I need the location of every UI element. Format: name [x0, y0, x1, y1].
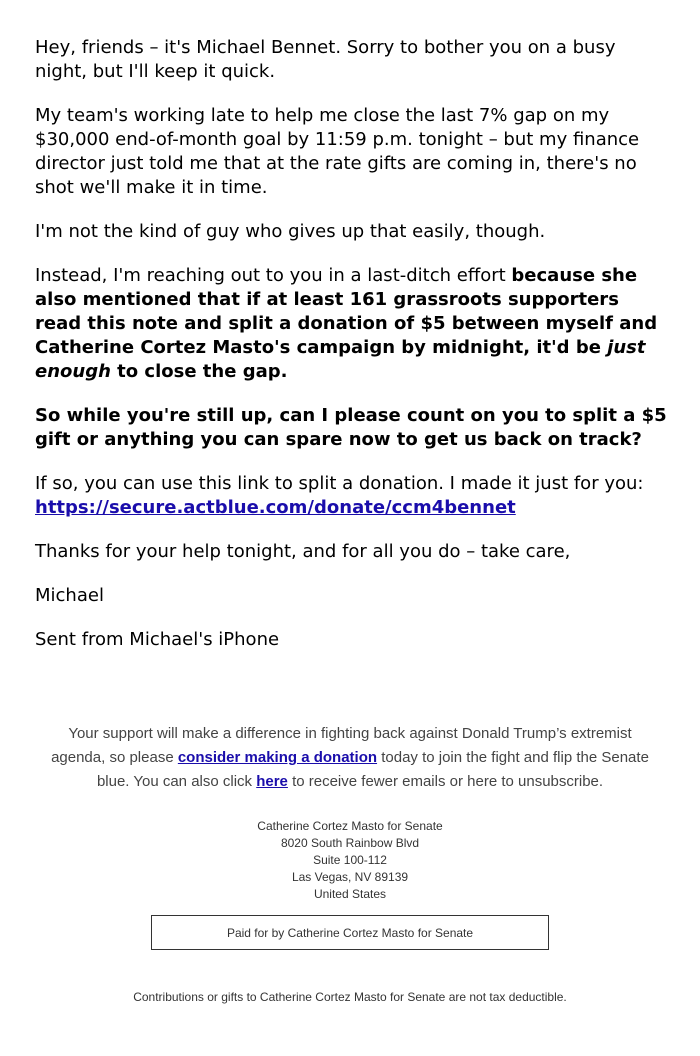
paragraph-ask [35, 264, 670, 384]
paragraph-goal: My team's working late to help me close the last 7% gap on my $30,000 end-of-month goal by 11:59 p.m. tonight – but my finance director just told me that at the rate gifts are coming in, there's no shot we'll make it in time. [35, 105, 640, 198]
paragraph-request [35, 404, 670, 452]
email-body [35, 36, 670, 672]
link-intro-text: If so, you can use this link to split a donation. I made it just for you: [35, 473, 644, 494]
mailing-address [150, 818, 550, 903]
address-suite: Suite 100-112 [313, 853, 387, 867]
paragraph-link [35, 472, 670, 520]
sent-from: Sent from Michael's iPhone [35, 629, 280, 650]
consider-donation-link[interactable]: consider making a donation [177, 749, 378, 766]
ask-plain-text: Instead, I'm reaching out to you in a last-ditch effort [35, 265, 512, 286]
address-org: Catherine Cortez Masto for Senate [257, 819, 443, 833]
address-country: United States [313, 887, 387, 901]
fewer-emails-link[interactable]: here [256, 773, 288, 790]
signature: Michael [35, 585, 104, 606]
donate-link[interactable]: https://secure.actblue.com/donate/ccm4bennet [35, 497, 516, 518]
footer-text-2: today to join the fight and flip the Senate blue. You can also click [96, 749, 649, 790]
footer-text-1: Your support will make a difference in fighting back against Donald Trump’s extremist agenda, so please [51, 725, 632, 766]
address-street: 8020 South Rainbow Blvd [280, 836, 420, 850]
tax-disclaimer: Contributions or gifts to Catherine Cortez Masto for Senate are not tax deductible. [133, 990, 567, 1004]
address-city: Las Vegas, NV 89139 [291, 870, 409, 884]
ask-bold-end: to close the gap. [110, 361, 288, 382]
request-bold-text: So while you're still up, can I please count on you to split a $5 gift or anything you can spare now to get us back on track? [35, 405, 667, 450]
ask-italic-text: just enough [35, 337, 646, 382]
paid-for-text: Paid for by Catherine Cortez Masto for Senate [226, 925, 474, 940]
paragraph-greeting: Hey, friends – it's Michael Bennet. Sorry to bother you on a busy night, but I'll keep it quick. [35, 37, 616, 82]
footer-message [40, 722, 660, 794]
footer-text-3: to receive fewer emails or here to unsubscribe. [287, 773, 604, 790]
paragraph-thanks: Thanks for your help tonight, and for all you do – take care, [35, 541, 571, 562]
ask-bold-part: because she also mentioned that if at least 161 grassroots supporters read this note and split a donation of $5 between myself and Catherine Cortez Masto's campaign by midnight, it'd be [35, 265, 658, 358]
paragraph-determination: I'm not the kind of guy who gives up that easily, though. [35, 221, 546, 242]
paid-for-box [151, 915, 549, 950]
